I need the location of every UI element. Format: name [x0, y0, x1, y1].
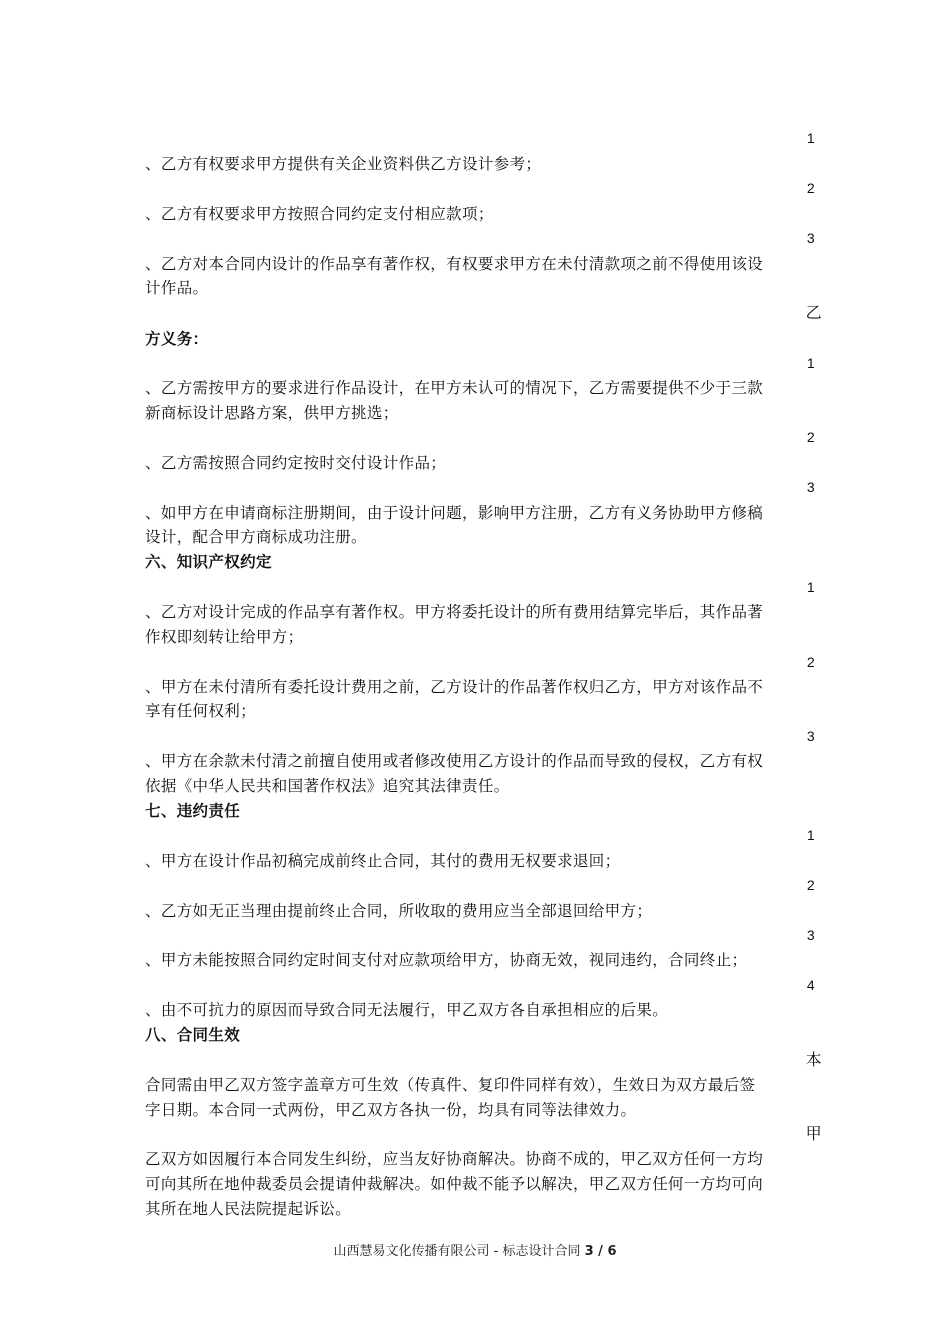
- duties-b-item-1-line-1: 、乙方需按甲方的要求进行作品设计，在甲方未认可的情况下，乙方需要提供不少于三款: [145, 379, 764, 397]
- page-number: 3 / 6: [584, 1244, 617, 1259]
- footer-company-title: 山西慧易文化传播有限公司 - 标志设计合同: [333, 1244, 581, 1259]
- item-number: 3: [806, 230, 815, 246]
- section-6-item-2-line-2: 享有任何权利；: [145, 702, 256, 720]
- duties-b-item-3-line-1: 、如甲方在申请商标注册期间，由于设计问题，影响甲方注册，乙方有义务协助甲方修稿: [145, 504, 764, 522]
- section-8-p1-line-1: 合同需由甲乙双方签字盖章方可生效（传真件、复印件同样有效），生效日为双方最后签: [145, 1076, 756, 1094]
- section-7-title: 七、违约责任: [145, 802, 241, 820]
- item-number: 4: [806, 977, 815, 993]
- section-8-p1-line-2: 字日期。本合同一式两份，甲乙双方各执一份，均具有同等法律效力。: [145, 1101, 637, 1119]
- rights-b-item-3-line-2: 计作品。: [145, 279, 209, 297]
- item-number: 2: [806, 180, 815, 196]
- section-7-item-3: 、甲方未能按照合同约定时间支付对应款项给甲方，协商无效，视同违约，合同终止；: [145, 951, 748, 969]
- item-number: 1: [806, 579, 815, 595]
- section-8-p2-line-3: 其所在地人民法院提起诉讼。: [145, 1200, 352, 1218]
- item-number: 1: [806, 355, 815, 371]
- page-footer: [0, 1240, 950, 1259]
- item-number: 3: [806, 728, 815, 744]
- duties-b-item-3-line-2: 设计，配合甲方商标成功注册。: [145, 528, 367, 546]
- section-6-item-3-line-1: 、甲方在余款未付清之前擅自使用或者修改使用乙方设计的作品而导致的侵权，乙方有权: [145, 752, 764, 770]
- section-7-item-4: 、由不可抗力的原因而导致合同无法履行，甲乙双方各自承担相应的后果。: [145, 1001, 669, 1019]
- section-8-p2-lead-char: 甲: [805, 1124, 822, 1143]
- section-6-title: 六、知识产权约定: [145, 553, 272, 571]
- section-7-item-1: 、甲方在设计作品初稿完成前终止合同，其付的费用无权要求退回；: [145, 852, 621, 870]
- section-8-p2-line-2: 可向其所在地仲裁委员会提请仲裁解决。如仲裁不能予以解决，甲乙双方任何一方均可向: [145, 1175, 764, 1193]
- item-number: 3: [806, 927, 815, 943]
- item-number: 2: [806, 877, 815, 893]
- item-number: 3: [806, 479, 815, 495]
- item-number: 2: [806, 429, 815, 445]
- rights-b-item-2: 、乙方有权要求甲方按照合同约定支付相应款项；: [145, 205, 494, 223]
- duties-b-item-1-line-2: 新商标设计思路方案，供甲方挑选；: [145, 404, 399, 422]
- item-number: 2: [806, 654, 815, 670]
- item-number: 1: [806, 827, 815, 843]
- section-8-p1-lead-char: 本: [805, 1050, 822, 1069]
- section-6-item-3-line-2: 依据《中华人民共和国著作权法》追究其法律责任。: [145, 777, 510, 795]
- section-6-item-1-line-2: 作权即刻转让给甲方；: [145, 628, 304, 646]
- duties-b-heading-char: 乙: [805, 303, 822, 322]
- item-number: 1: [806, 130, 815, 146]
- rights-b-item-1: 、乙方有权要求甲方提供有关企业资料供乙方设计参考；: [145, 155, 542, 173]
- section-6-item-2-line-1: 、甲方在未付清所有委托设计费用之前，乙方设计的作品著作权归乙方，甲方对该作品不: [145, 678, 764, 696]
- section-8-title: 八、合同生效: [145, 1026, 241, 1044]
- rights-b-item-3-line-1: 、乙方对本合同内设计的作品享有著作权，有权要求甲方在未付清款项之前不得使用该设: [145, 255, 764, 273]
- duties-b-item-2: 、乙方需按照合同约定按时交付设计作品；: [145, 454, 447, 472]
- section-6-item-1-line-1: 、乙方对设计完成的作品享有著作权。甲方将委托设计的所有费用结算完毕后，其作品著: [145, 603, 764, 621]
- section-8-p2-line-1: 乙双方如因履行本合同发生纠纷，应当友好协商解决。协商不成的，甲乙双方任何一方均: [145, 1150, 764, 1168]
- duties-b-heading: 方义务：: [145, 330, 209, 348]
- section-7-item-2: 、乙方如无正当理由提前终止合同，所收取的费用应当全部退回给甲方；: [145, 902, 653, 920]
